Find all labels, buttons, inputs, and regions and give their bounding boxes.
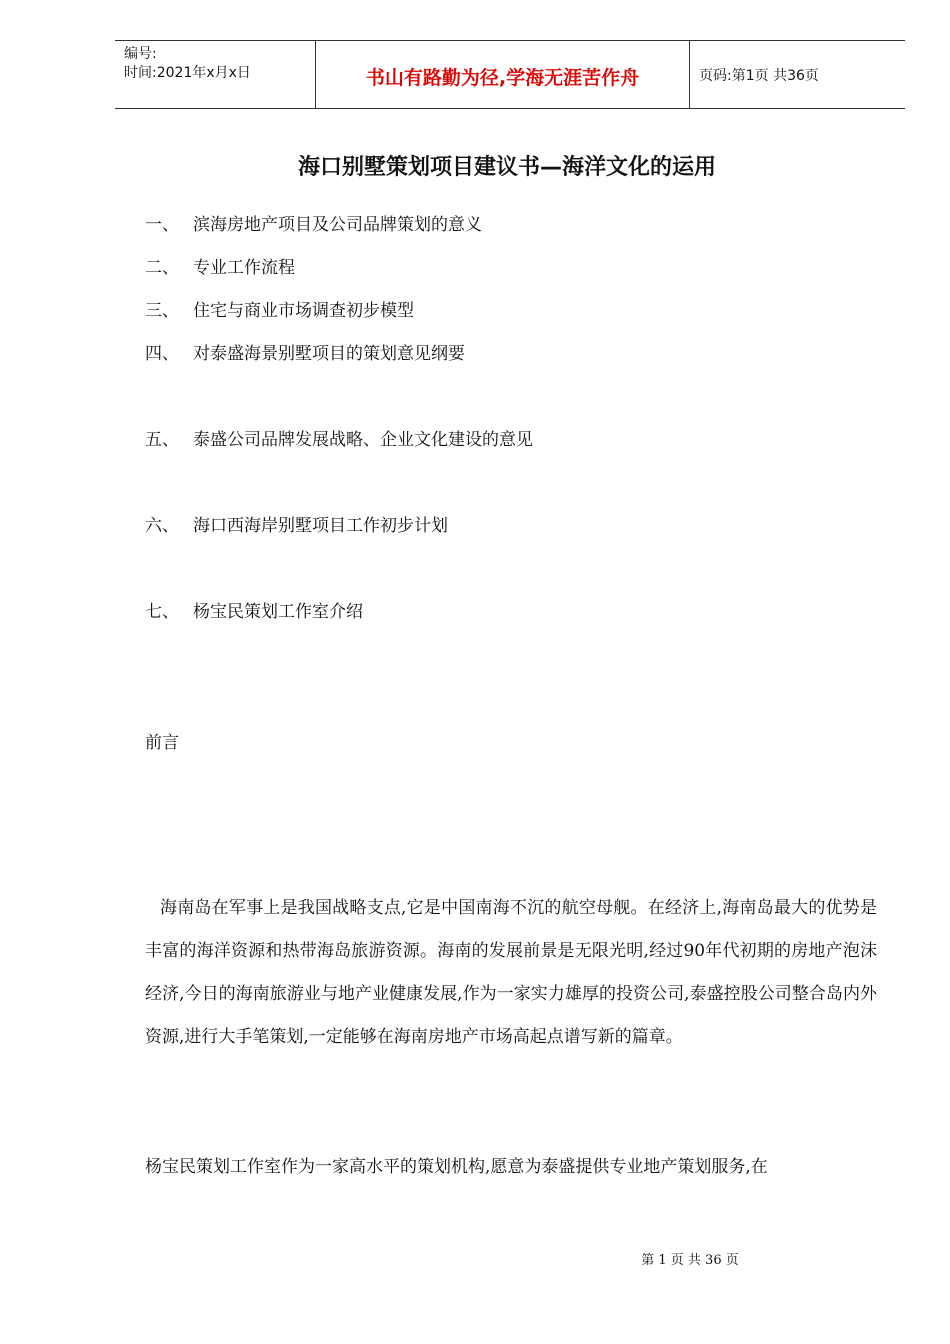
toc-item-number: 一、	[145, 215, 179, 235]
header-meta-cell	[115, 41, 316, 108]
toc-item-number: 六、	[145, 516, 179, 536]
header-table	[115, 40, 905, 109]
motto-text: 书山有路勤为径,学海无涯苦作舟	[365, 67, 640, 89]
toc-item-number: 二、	[145, 258, 179, 278]
toc-item-text: 海口西海岸别墅项目工作初步计划	[193, 516, 448, 536]
toc-item-text: 滨海房地产项目及公司品牌策划的意义	[193, 215, 482, 235]
toc-item-number: 五、	[145, 430, 179, 450]
toc-item-number: 三、	[145, 301, 179, 321]
toc-item-text: 住宅与商业市场调查初步模型	[193, 301, 414, 321]
toc-item	[145, 425, 533, 450]
toc-item	[145, 296, 414, 321]
page-footer: 第 1 页 共 36 页	[641, 1253, 739, 1268]
toc-item-text: 专业工作流程	[193, 258, 295, 278]
preface-heading: 前言	[145, 733, 179, 753]
toc-item-text: 对泰盛海景别墅项目的策划意见纲要	[193, 344, 465, 364]
toc-item	[145, 339, 465, 364]
document-number-label: 编号:	[124, 46, 157, 62]
header-page-info: 页码:第1页 共36页	[699, 68, 819, 84]
toc-item	[145, 253, 295, 278]
toc-item-text: 泰盛公司品牌发展战略、企业文化建设的意见	[193, 430, 533, 450]
toc-item-text: 杨宝民策划工作室介绍	[193, 602, 363, 622]
toc-item	[145, 511, 448, 536]
header-page-cell	[690, 41, 905, 108]
toc-item	[145, 597, 363, 622]
toc-item-number: 七、	[145, 602, 179, 622]
body-paragraph: 杨宝民策划工作室作为一家高水平的策划机构,愿意为泰盛提供专业地产策划服务,在	[145, 1157, 768, 1177]
body-paragraph: 海南岛在军事上是我国战略支点,它是中国南海不沉的航空母舰。在经济上,海南岛最大的优势是丰富的海洋资源和热带海岛旅游资源。海南的发展前景是无限光明,经过90年代初期的房地产泡沫经济,今日的海南旅游业与地产业健康发展,作为一家实力雄厚的投资公司,泰盛控股公司整合岛内外资源,进行大手笔策划,一定能够在海南房地产市场高起点谱写新的篇章。	[145, 898, 877, 1047]
toc-item	[145, 210, 482, 235]
header-motto-cell	[316, 41, 690, 108]
document-title: 海口别墅策划项目建议书—海洋文化的运用	[297, 155, 716, 180]
toc-item-number: 四、	[145, 344, 179, 364]
document-time-label: 时间:2021年x月x日	[124, 65, 251, 81]
